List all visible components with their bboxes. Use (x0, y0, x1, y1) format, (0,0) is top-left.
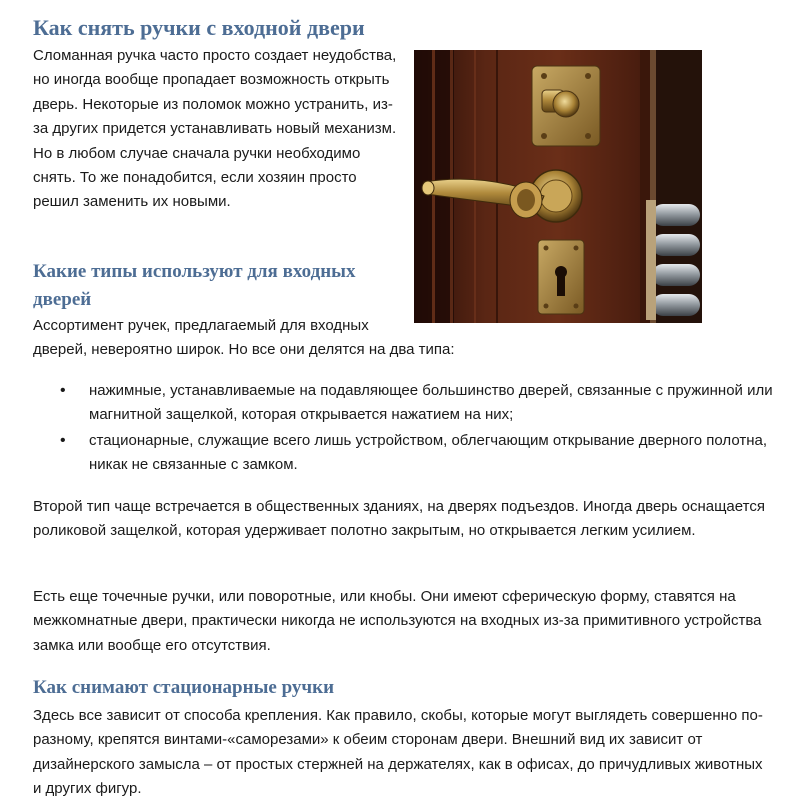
list-item-text: стационарные, служащие всего лишь устройством, облегчающим открывание дверного полотна, никак не связанные с замком. (89, 431, 768, 474)
page-title: Как снять ручки с входной двери (33, 15, 365, 40)
assortment-paragraph (33, 314, 503, 363)
list-item (33, 379, 773, 428)
door-handle-photo-icon (414, 50, 702, 323)
bullet-icon: • (60, 382, 66, 399)
knobs-paragraph: Есть еще точечные ручки, или поворотные, или кнобы. Они имеют сферическую форму, ставятся на межкомнатные двери, практически никогда не используются на входных из-за примитивного устройства замка или вообще его отсутствия. (33, 588, 762, 654)
list-item (33, 429, 773, 478)
handle-types-list (33, 379, 773, 479)
mounting-paragraph: Здесь все зависит от способа крепления. Как правило, скобы, которые могут выглядеть совершенно по-разному, крепятся винтами-«саморезами» к обеим сторонам двери. Внешний вид их зависит от дизайнерского замысла – от простых стержней на держателях, как в офисах, до причудливых животных и других фигур. (33, 707, 763, 798)
list-item-text: нажимные, устанавливаемые на подавляющее большинство дверей, связанные с пружинной или магнитной защелкой, которая открывается нажатием на них; (89, 382, 773, 424)
assortment-line-2: дверей, невероятно широк. Но все они делятся на два типа: (33, 341, 455, 359)
intro-paragraph: Сломанная ручка часто просто создает неудобства, но иногда вообще пропадает возможность открыть дверь. Некоторые из поломок можно устранить, из-за других придется устанавливать новый механизм. Но в любом случае сначала ручки необходимо снять. То же понадобится, если хозяин просто решил заменить их новыми. (33, 47, 397, 211)
second-type-paragraph: Второй тип чаще встречается в общественных зданиях, на дверях подъездов. Иногда дверь оснащается роликовой защелкой, которая удерживает полотно закрытым, но открывается легким усилием. (33, 498, 765, 540)
assortment-line-1: Ассортимент ручек, предлагаемый для входных (33, 317, 369, 334)
bullet-icon: • (60, 431, 66, 449)
section-heading-stationary: Как снимают стационарные ручки (33, 677, 335, 698)
section-heading-types: Какие типы используют для входных дверей (33, 261, 356, 310)
